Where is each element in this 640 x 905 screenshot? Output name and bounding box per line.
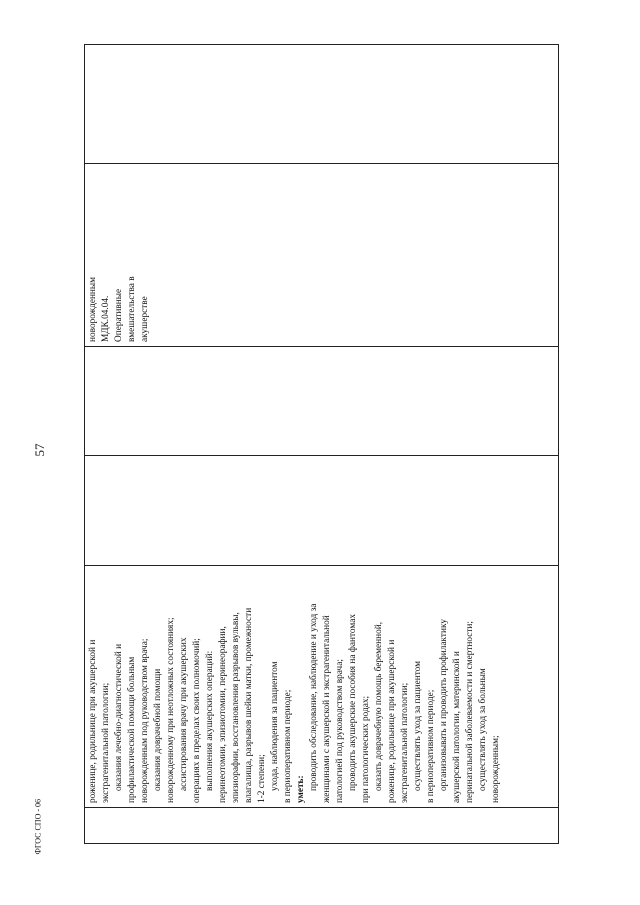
skill-line: оказания лечебно-диагностической и [114, 643, 124, 791]
skill-line: перинеотомии, эпизиотомии, перинеорафии, [218, 626, 228, 803]
skill-line: ассистирования врачу при акушерских [179, 637, 189, 791]
skill-line: новорожденным; [491, 735, 501, 803]
skill-line: проводить акушерские пособия на фантомах [348, 614, 358, 791]
skill-line: оказания доврачебной помощи [153, 668, 163, 791]
skill-line: эпизиорафии, восстановления разрывов вульвы, [231, 612, 241, 803]
index-cell [85, 808, 559, 844]
skill-line: ухода, наблюдения за пациентом [270, 661, 280, 791]
skill-line: в периоперативном периоде; [426, 689, 436, 803]
skill-line: патологией под руководством врача; [335, 659, 345, 803]
skill-line: новорожденному при неотложных состояниях; [166, 617, 176, 803]
skill-line: осуществлять уход за пациентом [413, 661, 423, 791]
skill-line: роженице, родильнице при акушерской и [387, 639, 397, 803]
skill-line: экстрагенитальной патологии; [400, 682, 410, 803]
skill-line: выполнения акушерских операций: [205, 650, 215, 791]
course-cell [85, 164, 559, 347]
course-line: Оперативные [114, 288, 124, 342]
skill-line: 1-2 степени; [257, 754, 267, 803]
curriculum-table [84, 44, 559, 844]
empty-cell [85, 45, 559, 164]
skill-line: профилактической помощи больным [127, 656, 137, 803]
skill-line: перинатальной заболеваемости и смертности; [465, 621, 475, 803]
footer-code: ФГОС СПО - 06 [33, 798, 43, 855]
skill-line: организовывать и проводить профилактику [439, 619, 449, 791]
skill-line: акушерской патологии, материнской и [452, 651, 462, 803]
table-row [85, 45, 559, 844]
skill-line: при патологических родах; [361, 695, 371, 803]
course-line: МДК.04.04. [101, 295, 111, 342]
skill-line: операциях в пределах своих полномочий; [192, 638, 202, 803]
skill-line: осуществлять уход за больным [478, 668, 488, 791]
skill-line: в периоперативном периоде; [283, 689, 293, 803]
course-line: новорожденным [88, 276, 98, 342]
skill-line: проводить обследование, наблюдение и уход за [309, 603, 319, 791]
course-line: акушерстве [140, 296, 150, 342]
curriculum-table-rotated [84, 44, 559, 844]
skill-line: оказать доврачебную помощь беременной, [374, 621, 384, 791]
skill-line: влагалища, разрывов шейки матки, промежности [244, 607, 254, 803]
page-number: 57 [32, 443, 47, 457]
skill-line: новорожденным под руководством врача; [140, 638, 150, 803]
skill-heading: уметь: [296, 775, 306, 803]
skills-cell [85, 566, 559, 808]
course-line: вмешательства в [127, 276, 137, 342]
skill-line: экстрагенитальной патологии; [101, 682, 111, 803]
empty-cell [85, 456, 559, 566]
empty-cell [85, 347, 559, 456]
skill-line: роженице, родильнице при акушерской и [88, 639, 98, 803]
skill-line: женщинами с акушерской и экстрагенитальной [322, 615, 332, 803]
